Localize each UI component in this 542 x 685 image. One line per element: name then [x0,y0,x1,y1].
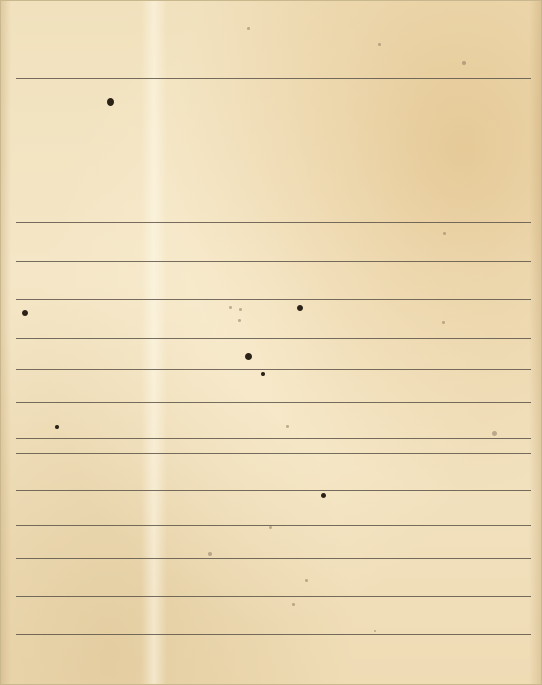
ink-spot [107,98,114,106]
ink-speck [292,603,295,606]
ink-spot [22,310,28,316]
ink-spot [261,372,265,376]
ink-speck [286,425,289,428]
ink-speck [269,526,272,529]
ink-speck [378,43,381,46]
ruled-line [16,438,531,439]
ink-speck [229,306,232,309]
ink-spot [321,493,326,498]
ruled-line [16,369,531,370]
ruled-line [16,78,531,79]
ruled-line [16,596,531,597]
ink-spot [245,353,252,360]
ink-speck [239,308,242,311]
ruled-line [16,222,531,223]
ink-spot [55,425,59,429]
ruled-line [16,402,531,403]
ruled-line [16,525,531,526]
ruled-line [16,490,531,491]
ruled-line [16,261,531,262]
ruled-line [16,338,531,339]
ruled-line [16,634,531,635]
ink-speck [305,579,308,582]
ruled-line [16,558,531,559]
paper-fold-crease [141,1,167,685]
ink-speck [462,61,466,65]
paper-left-edge-shading [1,1,11,685]
ruled-line [16,299,531,300]
ink-speck [247,27,250,30]
ink-spot [297,305,303,311]
ink-speck [238,319,241,322]
paper-right-edge-shading [529,1,541,685]
ink-speck [208,552,212,556]
ink-speck [442,321,445,324]
ink-speck [374,630,376,632]
ink-speck [492,431,497,436]
ruled-line [16,453,531,454]
ink-speck [443,232,446,235]
